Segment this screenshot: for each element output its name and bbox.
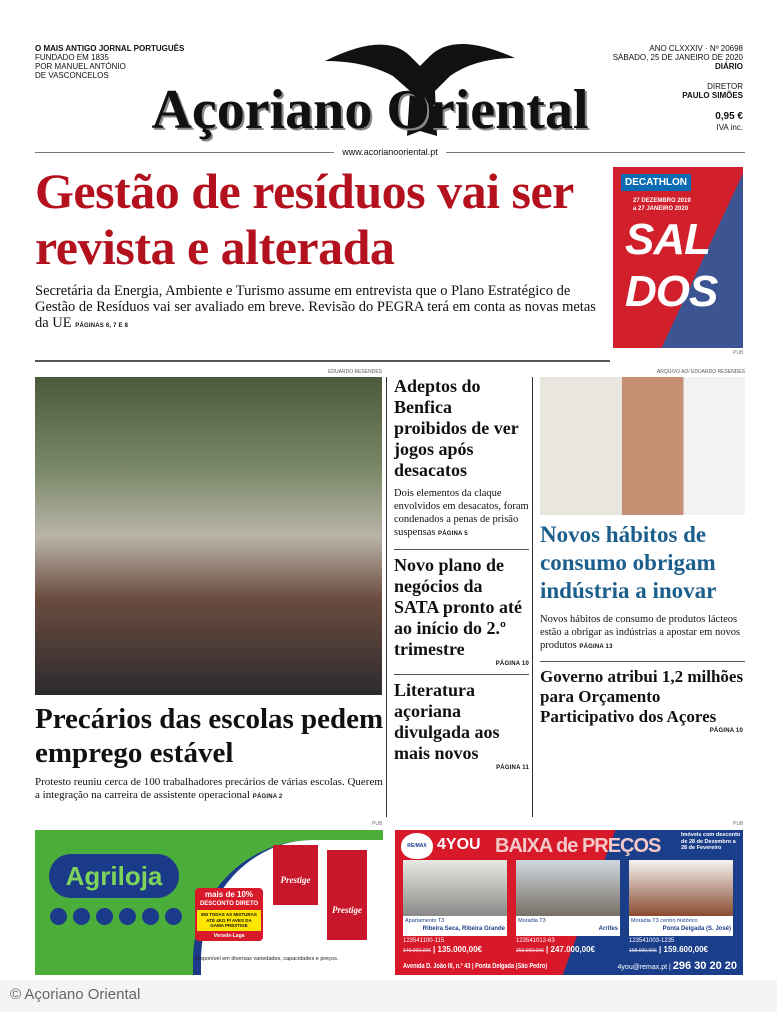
animal-icon bbox=[119, 908, 136, 925]
column-divider bbox=[532, 377, 533, 817]
vat-note: IVA inc. bbox=[716, 123, 743, 132]
story-body: Protesto reuniu cerca de 100 trabalhadores precários de várias escolas. Querem a integração na carreira de assistente operacional PÁGINA 2 bbox=[35, 776, 383, 801]
listing-price: 123541003-1235 168.000,00€ | 159.600,00€ bbox=[629, 938, 708, 954]
listing-label: Apartamento T3 Ribeira Seca, Ribeira Grande bbox=[403, 916, 507, 936]
listing-price: 123541012-63 260.000,00€ | 247.000,00€ bbox=[516, 938, 595, 954]
page-ref: PÁGINA 10 bbox=[495, 661, 529, 667]
mid-column bbox=[394, 376, 529, 772]
price: 0,95 € bbox=[715, 111, 743, 122]
remax-balloon-logo: RE/MAX bbox=[401, 833, 433, 859]
founded: FUNDADO EM 1835 bbox=[35, 53, 109, 62]
pub-tag: PUB bbox=[733, 350, 744, 356]
divider bbox=[394, 549, 529, 550]
listing-label: Moradia T3 Arrifes bbox=[516, 916, 620, 936]
product-bag: Prestige bbox=[327, 850, 367, 940]
chicken-icon bbox=[96, 908, 113, 925]
frequency: DIÁRIO bbox=[715, 62, 743, 71]
photo-credit: ARQUIVO AO/ EDUARDO RESENDES bbox=[656, 369, 745, 375]
agency-name: 4YOU bbox=[437, 836, 481, 853]
listing-photo bbox=[629, 860, 733, 916]
divider bbox=[394, 674, 529, 675]
category-icons bbox=[50, 908, 182, 925]
issue-date: SÁBADO, 25 DE JANEIRO DE 2020 bbox=[612, 53, 743, 62]
page-ref: PÁGINA 11 bbox=[496, 765, 529, 771]
issue-number: ANO CLXXXIV · Nº 20698 bbox=[649, 44, 743, 53]
copyright: © Açoriano Oriental bbox=[10, 986, 141, 1003]
decathlon-logo: DECATHLON bbox=[621, 174, 691, 191]
offer-text: Imóveis com desconto de 28 de Dezembro a 28 de Fevereiro bbox=[681, 832, 741, 851]
url-bar bbox=[35, 147, 745, 157]
availability-note: Disponível em diversas variedades, capacidades e preços. bbox=[195, 956, 339, 962]
box-icon bbox=[165, 908, 182, 925]
divider bbox=[35, 152, 334, 153]
story-headline[interactable]: Governo atribui 1,2 milhões para Orçamento Participativo dos Açores bbox=[540, 667, 744, 726]
newspaper-title: Açoriano Oriental bbox=[151, 79, 589, 141]
listing-label: Moradia T3 centro histórico Ponta Delgada (S. José) bbox=[629, 916, 733, 936]
website-link[interactable]: www.acorianooriental.pt bbox=[342, 147, 438, 157]
story-headline[interactable]: Literatura açoriana divulgada aos mais novos bbox=[394, 680, 500, 763]
listing-photo bbox=[516, 860, 620, 916]
pub-tag: PUB bbox=[733, 821, 744, 827]
lede-text: Secretária da Energia, Ambiente e Turismo assume em entrevista que o Plano Estratégico de Gestão de Resíduos vai ser avaliado em breve. Revisão do PEGRA terá em conta as novas metas da UE bbox=[35, 283, 596, 331]
lead-headline[interactable]: Gestão de resíduos vai ser revista e alterada bbox=[35, 163, 573, 275]
page-ref: PÁGINAS 6, 7 E 8 bbox=[75, 323, 129, 329]
story-headline[interactable]: Adeptos do Benfica proibidos de ver jogos após desacatos bbox=[394, 376, 519, 480]
divider bbox=[446, 152, 745, 153]
agency-address: Avenida D. João III, n.º 43 | Ponta Delgada (São Pedro) bbox=[403, 963, 548, 970]
founder: DE VASCONCELOS bbox=[35, 71, 109, 80]
page-ref: PÁGINA 10 bbox=[709, 728, 743, 734]
listing-photo bbox=[403, 860, 507, 916]
left-story-text bbox=[35, 702, 385, 804]
divider bbox=[540, 661, 745, 662]
protest-photo[interactable] bbox=[35, 377, 382, 695]
right-column-text bbox=[540, 521, 748, 735]
ad-word: DOS bbox=[625, 267, 718, 316]
decathlon-ad[interactable] bbox=[613, 167, 743, 348]
ad-word: SAL bbox=[625, 215, 710, 264]
interview-photo[interactable] bbox=[540, 377, 745, 515]
story-body: Novos hábitos de consumo de produtos lácteos estão a obrigar as indústrias a apostar em novos produtos PÁGINA 13 bbox=[540, 614, 741, 651]
masthead-right-info bbox=[613, 44, 743, 132]
agriloja-ad[interactable] bbox=[35, 830, 383, 975]
story-body: Dois elementos da claque envolvidos em desacatos, foram condenados a penas de prisão suspensas PÁGINA 5 bbox=[394, 488, 529, 538]
campaign-title: BAIXA de PREÇOS bbox=[495, 835, 661, 857]
discount-badge: mais de 10% DESCONTO DIRETO EM TODAS AS MISTURAS ATÉ 4KG P/ AVES DA GAMA PRESTIGE Versele-Laga bbox=[195, 888, 263, 941]
story-headline[interactable]: Novos hábitos de consumo obrigam indústria a inovar bbox=[540, 522, 717, 603]
director-label: DIRETOR bbox=[707, 82, 743, 91]
watering-can-icon bbox=[73, 908, 90, 925]
product-bag: Prestige bbox=[273, 845, 318, 905]
photo-credit: EDUARDO RESENDES bbox=[328, 369, 382, 375]
tagline: O MAIS ANTIGO JORNAL PORTUGUÊS bbox=[35, 44, 185, 53]
story-headline[interactable]: Novo plano de negócios da SATA pronto até ao início do 2.º trimestre bbox=[394, 555, 523, 659]
listing-price: 123541100-115 149.000,00€ | 135.000,00€ bbox=[403, 938, 482, 954]
divider bbox=[35, 360, 610, 362]
hammer-icon bbox=[142, 908, 159, 925]
ad-dates: 27 DEZEMBRO 2019 a 27 JANEIRO 2020 bbox=[633, 198, 691, 212]
column-divider bbox=[386, 377, 387, 817]
remax-ad[interactable] bbox=[395, 830, 743, 975]
masthead-left-info bbox=[35, 44, 184, 80]
agriloja-logo: Agriloja bbox=[49, 854, 179, 898]
story-headline[interactable]: Precários das escolas pedem emprego estável bbox=[35, 703, 384, 769]
corn-icon bbox=[50, 908, 67, 925]
director-name: PAULO SIMÕES bbox=[682, 91, 743, 100]
lead-story bbox=[35, 163, 610, 334]
pub-tag: PUB bbox=[372, 821, 383, 827]
contact: 4you@remax.pt | 296 30 20 20 bbox=[617, 960, 737, 972]
lead-lede bbox=[35, 283, 610, 334]
founder: POR MANUEL ANTÓNIO bbox=[35, 62, 126, 71]
